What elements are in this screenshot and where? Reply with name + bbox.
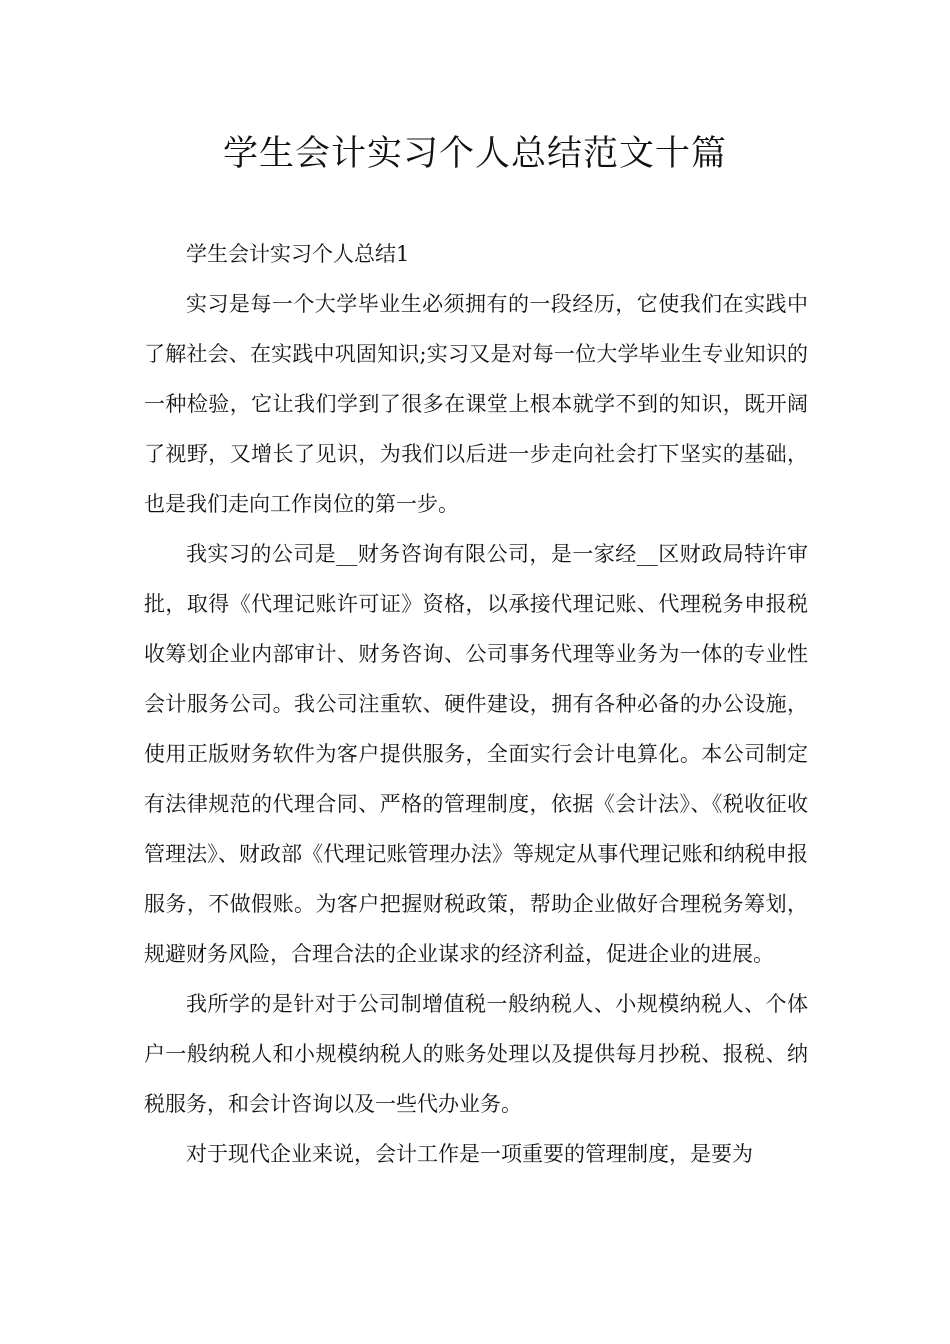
- body-paragraph: 对于现代企业来说，会计工作是一项重要的管理制度，是要为: [186, 1142, 753, 1166]
- document-title: 学生会计实习个人总结范文十篇: [222, 134, 727, 174]
- section-heading: 学生会计实习个人总结1: [186, 242, 410, 266]
- document-body: [144, 229, 808, 1179]
- body-paragraph: 实习是每一个大学毕业生必须拥有的一段经历，它使我们在实践中了解社会、在实践中巩固知识;实习又是对每一位大学毕业生专业知识的一种检验，它让我们学到了很多在课堂上根本就学不到的知识，既开阔了视野，又增长了见识，为我们以后进一步走向社会打下坚实的基础，也是我们走向工作岗位的第一步。: [144, 292, 808, 516]
- body-paragraph: 我实习的公司是__财务咨询有限公司，是一家经__区财政局特许审批，取得《代理记账许可证》资格，以承接代理记账、代理税务申报税收筹划企业内部审计、财务咨询、公司事务代理等业务为一体的专业性会计服务公司。我公司注重软、硬件建设，拥有各种必备的办公设施，使用正版财务软件为客户提供服务，全面实行会计电算化。本公司制定有法律规范的代理合同、严格的管理制度，依据《会计法》、《税收征收管理法》、财政部《代理记账管理办法》等规定从事代理记账和纳税申报服务，不做假账。为客户把握财税政策，帮助企业做好合理税务筹划，规避财务风险，合理合法的企业谋求的经济利益，促进企业的进展。: [144, 542, 808, 966]
- body-paragraph: 我所学的是针对于公司制增值税一般纳税人、小规模纳税人、个体户一般纳税人和小规模纳税人的账务处理以及提供每月抄税、报税、纳税服务，和会计咨询以及一些代办业务。: [144, 992, 808, 1116]
